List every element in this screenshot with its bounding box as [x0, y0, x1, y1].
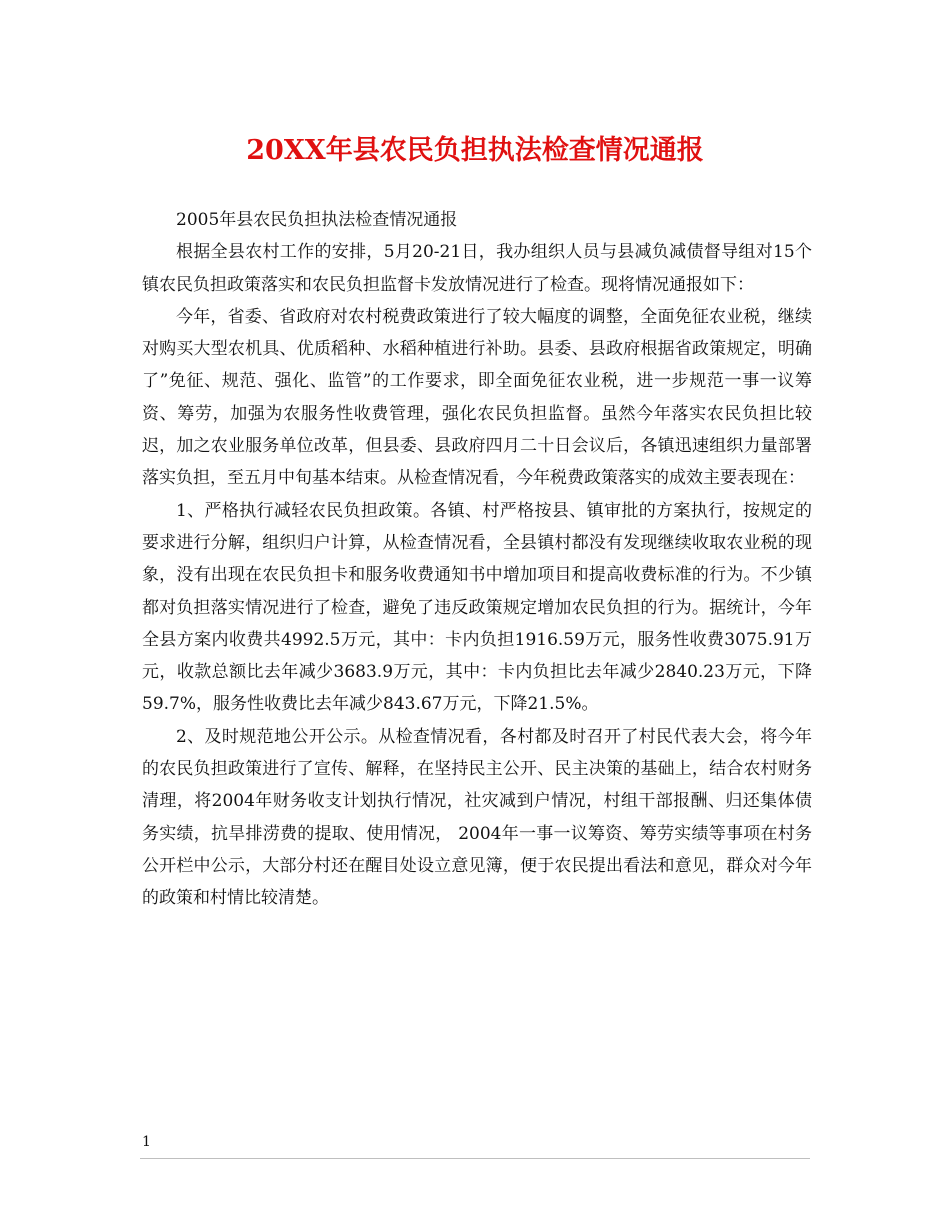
page-number: 1	[142, 1134, 151, 1150]
footer-rule	[140, 1158, 810, 1159]
document-body	[142, 204, 812, 915]
paragraph-item-2: 2、及时规范地公开公示。从检查情况看，各村都及时召开了村民代表大会，将今年的农民负担政策进行了宣传、解释，在坚持民主公开、民主决策的基础上，结合农村财务清理，将2004年财务收支计划执行情况，社灾减到户情况，村组干部报酬、归还集体债务实绩，抗旱排涝费的提取、使用情况， 2004年一事一议筹资、筹劳实绩等事项在村务公开栏中公示，大部分村还在醒目处设立意见簿，便于农民提出看法和意见，群众对今年的政策和村情比较清楚。	[142, 726, 812, 909]
paragraph-intro: 根据全县农村工作的安排，5月20-21日，我办组织人员与县减负减债督导组对15个镇农民负担政策落实和农民负担监督卡发放情况进行了检查。现将情况通报如下：	[142, 242, 812, 295]
paragraph-subtitle: 2005年县农民负担执法检查情况通报	[176, 210, 458, 230]
paragraph-item-1: 1、严格执行减轻农民负担政策。各镇、村严格按县、镇审批的方案执行，按规定的要求进行分解，组织归户计算，从检查情况看，全县镇村都没有发现继续收取农业税的现象，没有出现在农民负担卡和服务收费通知书中增加项目和提高收费标准的行为。不少镇都对负担落实情况进行了检查，避免了违反政策规定增加农民负担的行为。据统计，今年全县方案内收费共4992.5万元，其中：卡内负担1916.59万元，服务性收费3075.91万元，收款总额比去年减少3683.9万元，其中：卡内负担比去年减少2840.23万元，下降59.7%，服务性收费比去年减少843.67万元，下降21.5%。	[142, 500, 813, 715]
paragraph-background: 今年，省委、省政府对农村税费政策进行了较大幅度的调整，全面免征农业税，继续对购买大型农机具、优质稻种、水稻种植进行补助。县委、县政府根据省政策规定，明确了”免征、规范、强化、监管”的工作要求，即全面免征农业税，进一步规范一事一议筹资、筹劳，加强为农服务性收费管理，强化农民负担监督。虽然今年落实农民负担比较迟，加之农业服务单位改革，但县委、县政府四月二十日会议后，各镇迅速组织力量部署落实负担，至五月中旬基本结束。从检查情况看，今年税费政策落实的成效主要表现在：	[142, 306, 812, 489]
document-title: 20XX年县农民负担执法检查情况通报	[246, 135, 704, 166]
